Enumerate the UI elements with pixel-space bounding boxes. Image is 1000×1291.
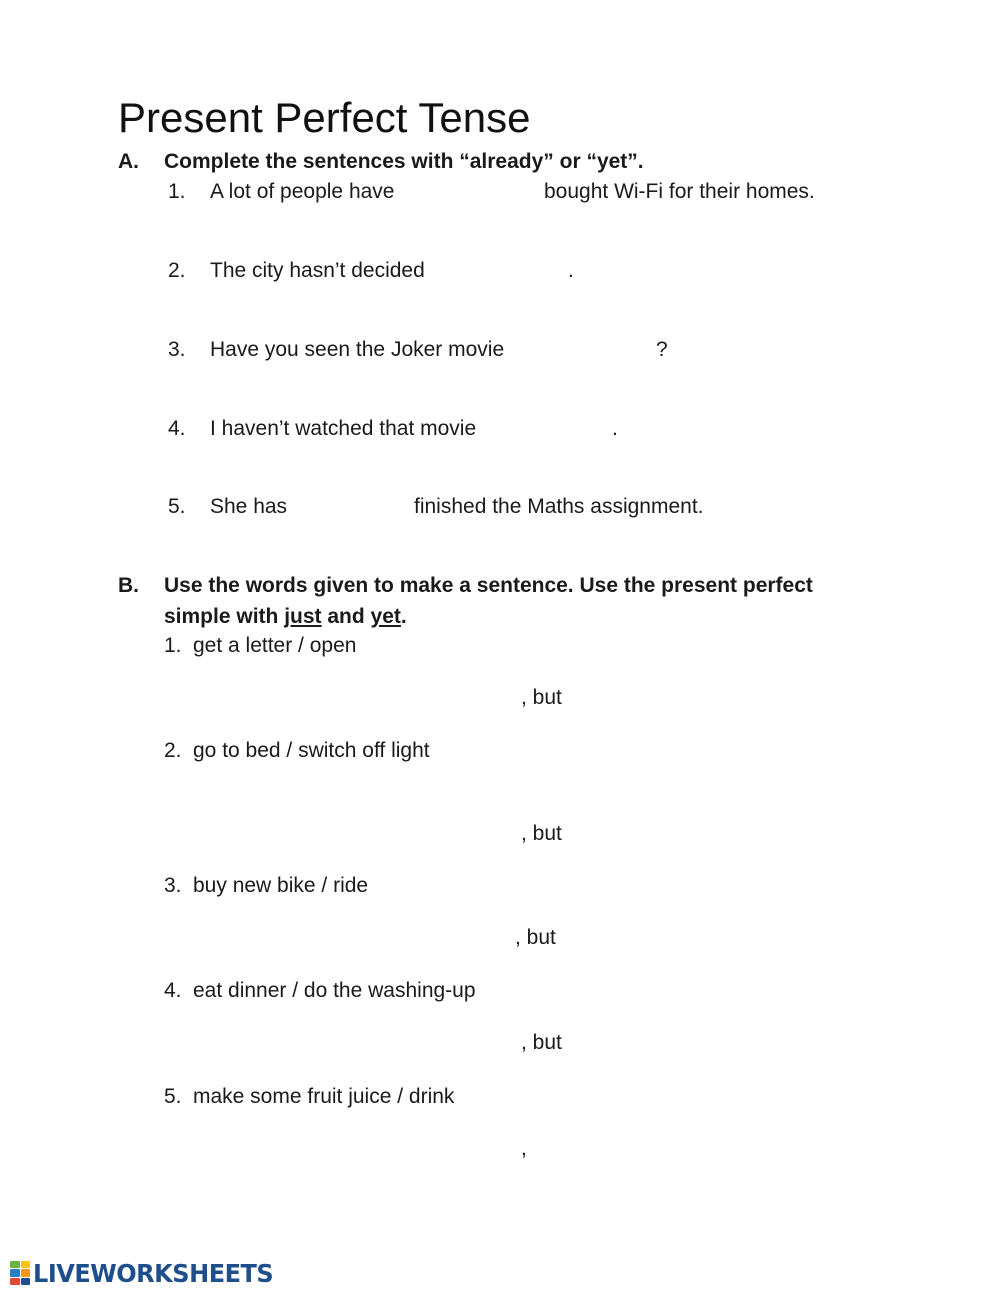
b-item-2-answer-suffix: , but [521,822,562,845]
b-item-1-number: 1. [164,634,182,657]
b-item-5-prompt: make some fruit juice / drink [193,1085,455,1108]
liveworksheets-logo-icon [10,1261,30,1285]
section-b-instruction-line-2 [164,602,407,632]
keyword-just: just [284,605,322,628]
a-item-3-text-after: ? [656,338,668,361]
b-item-1-prompt: get a letter / open [193,634,357,657]
section-b-letter: B. [118,574,139,597]
b-item-3-answer-suffix: , but [515,926,556,949]
a-item-1-text: A lot of people have [210,180,395,203]
b-item-4-prompt: eat dinner / do the washing-up [193,979,476,1002]
liveworksheets-logo [10,1259,283,1287]
instruction-period: . [400,605,407,628]
a-item-2-text: The city hasn’t decided [210,259,425,282]
a-item-4-text: I haven’t watched that movie [210,417,477,440]
a-item-2-number: 2. [168,259,186,282]
b-item-4-number: 4. [164,979,182,1002]
b-item-3-number: 3. [164,874,182,897]
page-title: Present Perfect Tense [118,94,531,141]
section-b-instruction-line-1: Use the words given to make a sentence. Use the present perfect [164,574,813,597]
section-a-instruction: Complete the sentences with “already” or “yet”. [164,150,644,173]
a-item-4-text-after: . [612,417,618,440]
b-item-5-number: 5. [164,1085,182,1108]
a-item-5-text-after: finished the Maths assignment. [414,495,704,518]
a-item-3-number: 3. [168,338,186,361]
section-a-letter: A. [118,150,139,173]
instruction-prefix: simple with [164,605,285,628]
b-item-4-answer-suffix: , but [521,1031,562,1054]
b-item-3-prompt: buy new bike / ride [193,874,369,897]
keyword-yet: yet [370,605,401,628]
a-item-5-text: She has [210,495,288,518]
a-item-4-number: 4. [168,417,186,440]
a-item-2-text-after: . [568,259,574,282]
instruction-and: and [321,605,371,628]
b-item-1-answer-suffix: , but [521,686,562,709]
a-item-1-text-after: bought Wi-Fi for their homes. [544,180,815,203]
a-item-1-number: 1. [168,180,186,203]
b-item-5-answer-suffix: , [521,1137,527,1160]
liveworksheets-brand-text: LIVEWORKSHEETS [33,1258,274,1288]
b-item-2-number: 2. [164,739,182,762]
a-item-5-number: 5. [168,495,186,518]
a-item-3-text: Have you seen the Joker movie [210,338,505,361]
b-item-2-prompt: go to bed / switch off light [193,739,430,762]
